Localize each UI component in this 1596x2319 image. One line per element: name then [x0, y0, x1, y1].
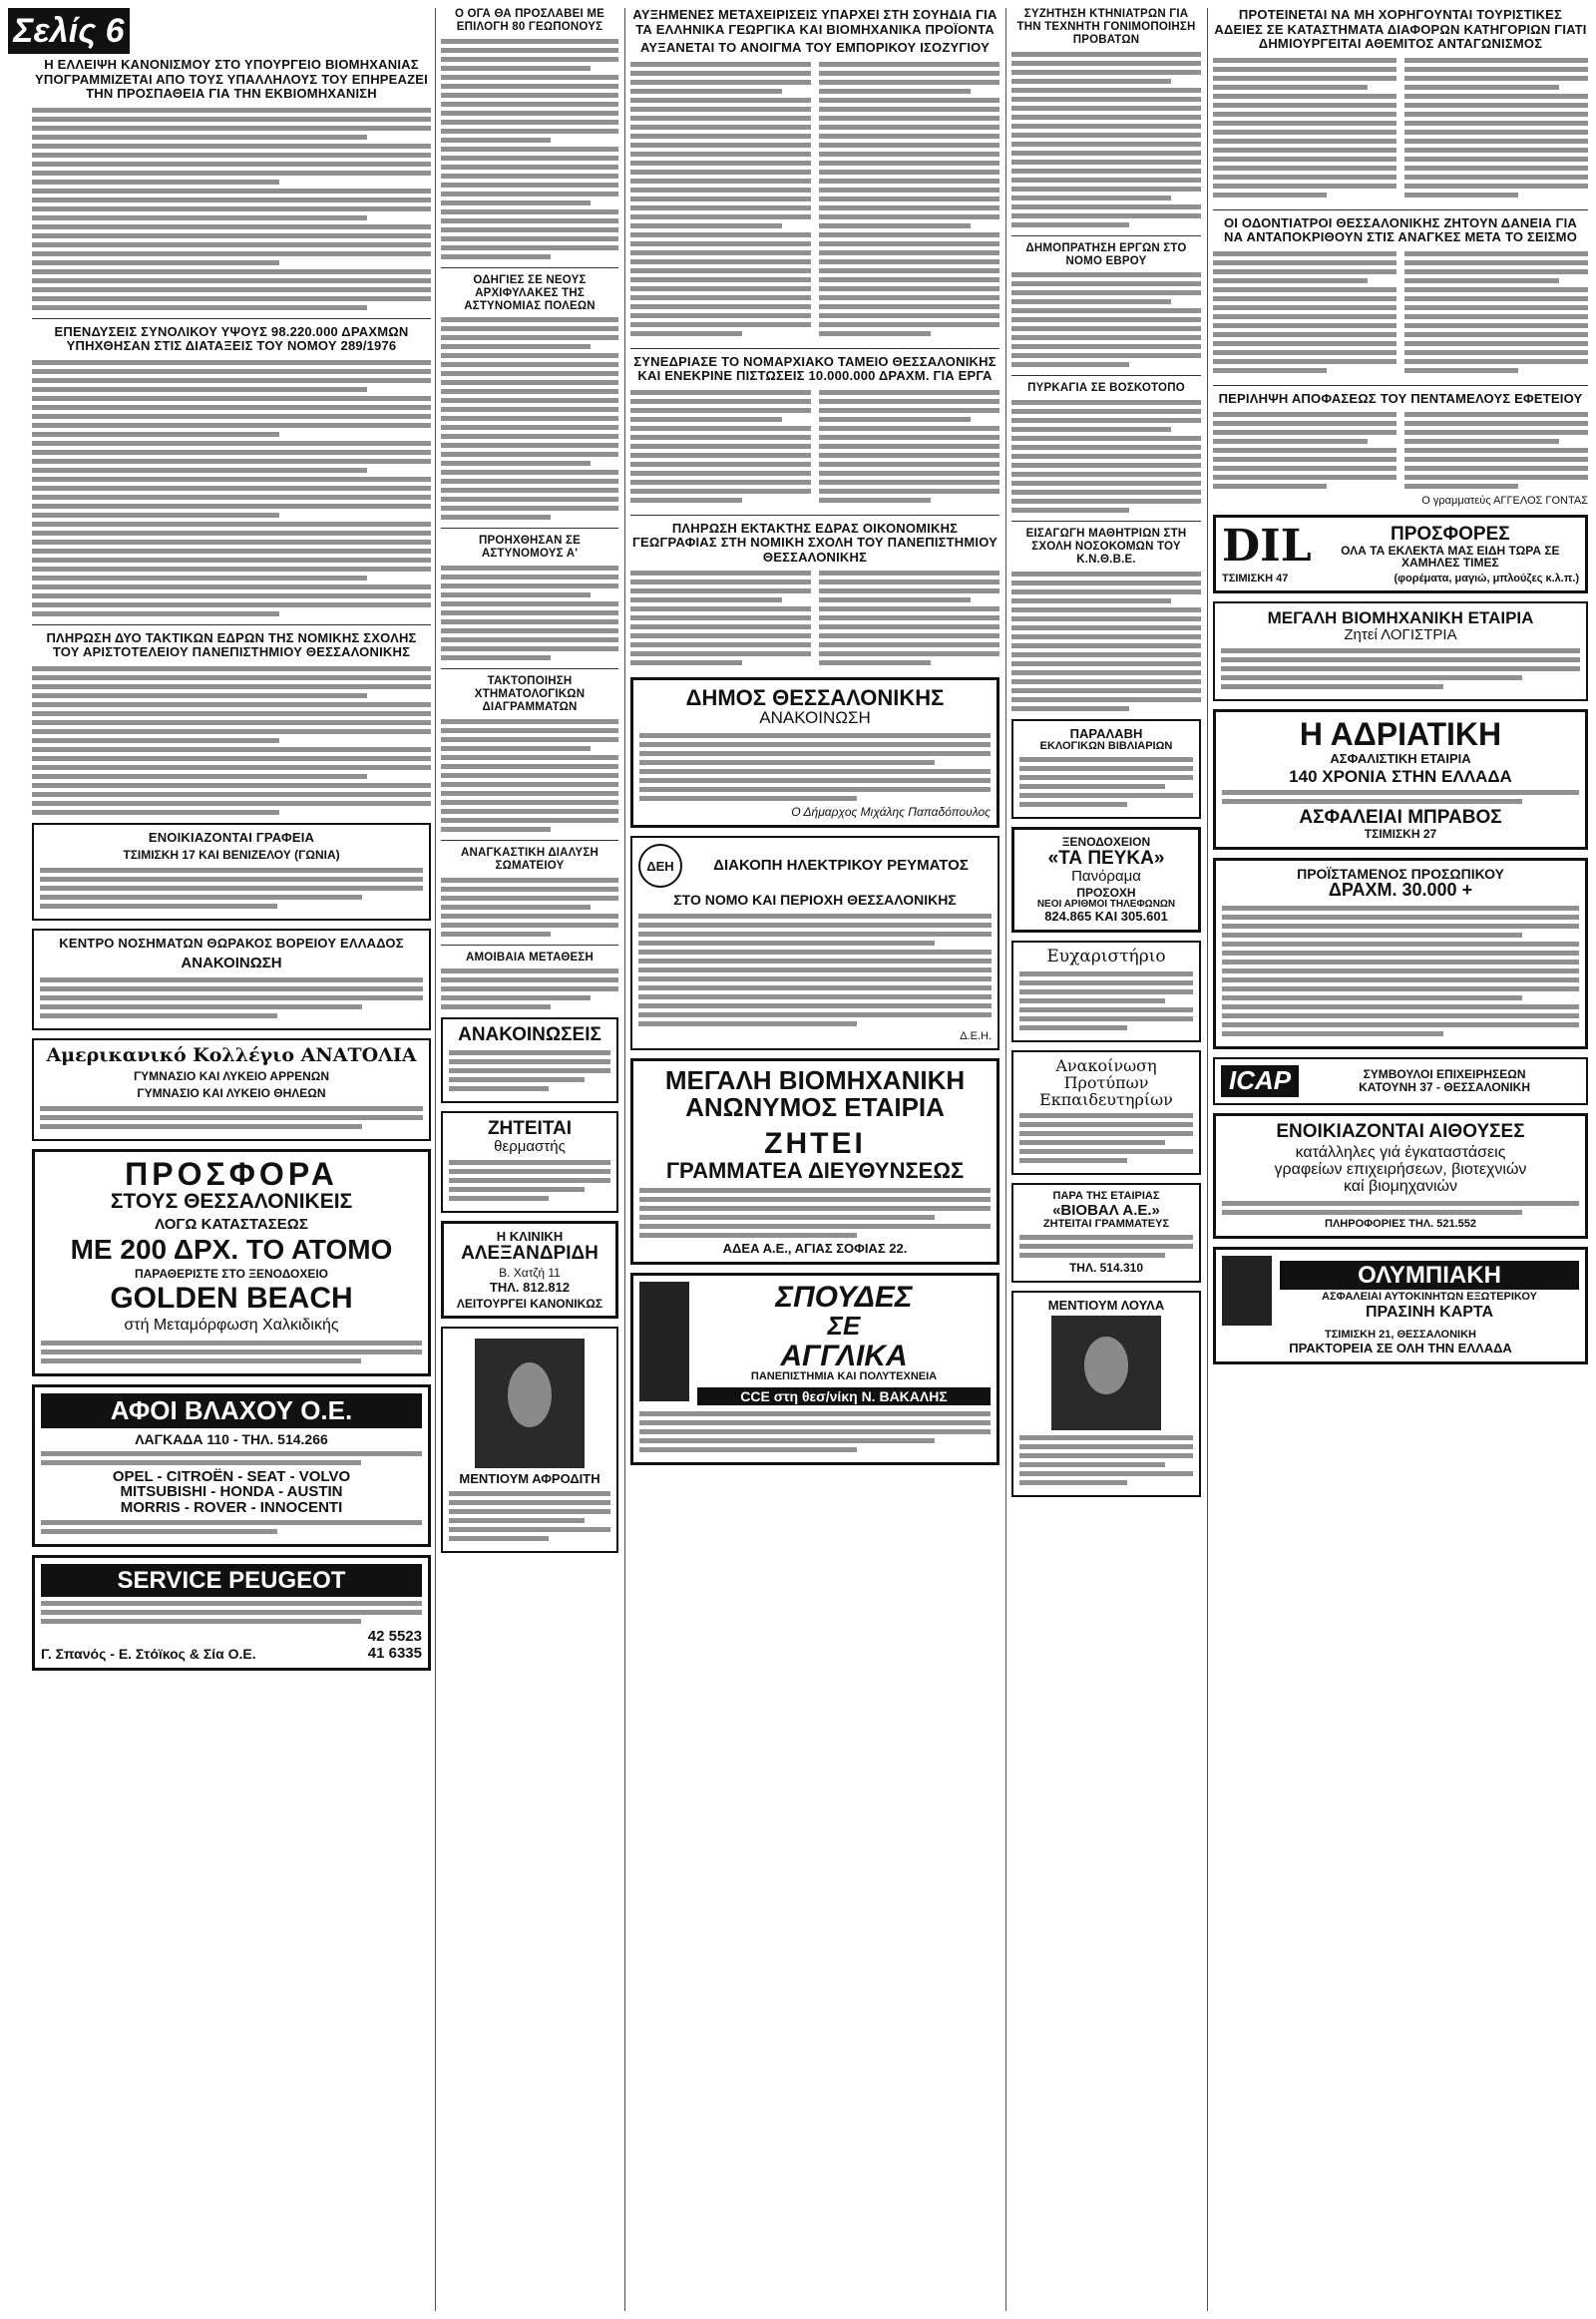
ad-line: ΣΕ	[827, 1311, 861, 1342]
headline: ΑΥΞΗΜΕΝΕΣ ΜΕΤΑΧΕΙΡΙΣΕΙΣ ΥΠΑΡΧΕΙ ΣΤΗ ΣΟΥΗΔΙΑ ΓΙΑ ΤΑ ΕΛΛΗΝΙΚΑ ΓΕΩΡΓΙΚΑ ΚΑΙ ΒΙΟΜΗΧΑΝΙΚΑ ΠΡΟΪΟΝΤΑ	[632, 7, 998, 37]
ad-line: ΣΤΟΥΣ ΘΕΣΣΑΛΟΝΙΚΕΙΣ	[110, 1190, 353, 1214]
article	[32, 631, 431, 815]
ad-line: ΟΛΑ ΤΑ ΕΚΛΕΚΤΑ ΜΑΣ ΕΙΔΗ ΤΩΡΑ ΣΕ ΧΑΜΗΛΕΣ ΤΙΜΕΣ	[1341, 543, 1560, 571]
ad-line: ΜΕΓΑΛΗ ΒΙΟΜΗΧΑΝΙΚΗ	[664, 1065, 966, 1095]
ad-title: ΑΦΟΙ ΒΛΑΧΟΥ Ο.Ε.	[41, 1393, 422, 1428]
ad-title: ΕΝΟΙΚΙΑΖΟΝΤΑΙ ΓΡΑΦΕΙΑ	[148, 829, 315, 845]
ad-loula	[1011, 1291, 1201, 1498]
ad-title: Ανακοίνωση Προτύπων Εκπαιδευτηρίων	[1039, 1055, 1173, 1109]
ad-line: ΠΑΡΑΘΕΡΙΣΤΕ ΣΤΟ ΞΕΝΟΔΟΧΕΙΟ	[134, 1266, 329, 1281]
article	[441, 274, 618, 521]
ad-brands: MITSUBISHI - HONDA - AUSTIN	[120, 1483, 343, 1501]
ad-title: «ΒΙΟΒΑΛ Α.Ε.»	[1052, 1201, 1160, 1219]
ad-title: ΔΗΜΟΣ ΘΕΣΣΑΛΟΝΙΚΗΣ	[685, 685, 945, 711]
ad-line: ΑΣΦΑΛΙΣΤΙΚΗ ΕΤΑΙΡΙΑ	[1330, 750, 1471, 766]
ad-phone: 41 6335	[367, 1644, 422, 1662]
dei-logo-icon: ΔΕΗ	[638, 844, 682, 888]
ad-footer: ΠΡΑΚΤΟΡΕΙΑ ΣΕ ΟΛΗ ΤΗΝ ΕΛΛΑΔΑ	[1289, 1340, 1512, 1355]
ad-title: ΚΕΝΤΡΟ ΝΟΣΗΜΑΤΩΝ ΘΩΡΑΚΟΣ ΒΟΡΕΙΟΥ ΕΛΛΑΔΟΣ	[59, 936, 404, 952]
ad-title: «ΤΑ ΠΕΥΚΑ»	[1047, 847, 1165, 869]
ad-line: καί βιομηχανιών	[1343, 1178, 1458, 1196]
ad-line: 140 ΧΡΟΝΙΑ ΣΤΗΝ ΕΛΛΑΔΑ	[1289, 767, 1512, 787]
headline: ΠΡΟΗΧΘΗΣΑΝ ΣΕ ΑΣΤΥΝΟΜΟΥΣ Α'	[478, 535, 582, 561]
ad-title: Η ΑΔΡΙΑΤΙΚΗ	[1299, 716, 1502, 753]
ad-brands: MORRIS - ROVER - INNOCENTI	[120, 1499, 343, 1517]
ad-line: ΓΥΜΝΑΣΙΟ ΚΑΙ ΛΥΚΕΙΟ ΘΗΛΕΩΝ	[137, 1085, 326, 1100]
ad-title: ΔΙΑΚΟΠΗ ΗΛΕΚΤΡΙΚΟΥ ΡΕΥΜΑΤΟΣ	[713, 857, 969, 875]
ad-thorax	[32, 929, 431, 1030]
ad-thermastis	[441, 1111, 618, 1213]
article	[1011, 382, 1201, 513]
discus-thrower-icon	[1222, 1256, 1272, 1326]
headline: ΕΠΕΝΔΥΣΕΙΣ ΣΥΝΟΛΙΚΟΥ ΥΨΟΥΣ 98.220.000 ΔΡΑΧΜΩΝ ΥΠΗΧΘΗΣΑΝ ΣΤΙΣ ΔΙΑΤΑΞΕΙΣ ΤΟΥ ΝΟΜΟΥ 289/1976	[54, 323, 409, 354]
section-badge: Σελίς 6	[8, 8, 130, 54]
article	[1213, 8, 1588, 201]
ad-line: ΠΑΡΑ ΤΗΣ ΕΤΑΙΡΙΑΣ	[1052, 1190, 1160, 1203]
ad-brands: OPEL - CITROËN - SEAT - VOLVO	[112, 1467, 351, 1485]
headline: ΠΛΗΡΩΣΗ ΕΚΤΑΚΤΗΣ ΕΔΡΑΣ ΟΙΚΟΝΟΜΙΚΗΣ ΓΕΩΓΡΑΦΙΑΣ ΣΤΗ ΝΟΜΙΚΗ ΣΧΟΛΗ ΤΟΥ ΠΑΝΕΠΙΣΤΗΜΙΟΥ ΘΕΣΣΑΛΟΝΙΚΗΣ	[631, 520, 998, 565]
ad-line: ΣΥΜΒΟΥΛΟΙ ΕΠΙΧΕΙΡΗΣΕΩΝ	[1363, 1067, 1526, 1082]
ad-title: ΠΡΟΪΣΤΑΜΕΝΟΣ ΠΡΟΣΩΠΙΚΟΥ	[1297, 865, 1504, 882]
article	[441, 847, 618, 937]
headline: ΟΙ ΟΔΟΝΤΙΑΤΡΟΙ ΘΕΣΣΑΛΟΝΙΚΗΣ ΖΗΤΟΥΝ ΔΑΝΕΙΑ ΓΙΑ ΝΑ ΑΝΤΑΠΟΚΡΙΘΟΥΝ ΣΤΙΣ ΑΝΑΓΚΕΣ ΜΕΤΑ ΤΟ ΣΕΙΣΜΟ	[1223, 214, 1578, 245]
ad-title: ΑΝΑΚΟΙΝΩΣΕΙΣ	[458, 1024, 601, 1046]
column-1	[32, 58, 431, 2311]
ad-accountant	[1213, 601, 1588, 701]
ad-subtitle: ΤΣΙΜΙΣΚΗ 17 ΚΑΙ ΒΕΝΙΖΕΛΟΥ (ΓΩΝΙΑ)	[123, 848, 340, 863]
ad-paralavi	[1011, 719, 1201, 819]
ad-title: ΜΕΓΑΛΗ ΒΙΟΜΗΧΑΝΙΚΗ ΕΤΑΙΡΙΑ	[1267, 608, 1534, 628]
ad-title: ΟΛΥΜΠΙΑΚΗ	[1280, 1261, 1579, 1290]
ad-subtitle: θερμαστής	[494, 1138, 566, 1156]
ad-line: (φορέματα, μαγιώ, μπλούζες κ.λ.π.)	[1394, 573, 1579, 585]
ad-line: Η ΚΛΙΝΙΚΗ	[496, 1229, 564, 1244]
ad-offices	[32, 823, 431, 922]
ad-address: ΑΔΕΑ Α.Ε., ΑΓΙΑΣ ΣΟΦΙΑΣ 22.	[722, 1241, 908, 1257]
ad-line: ΓΡΑΜΜΑΤΕΑ ΔΙΕΥΘΥΝΣΕΩΣ	[665, 1158, 965, 1184]
ad-company-secretary	[630, 1058, 999, 1265]
ad-subtitle: ΑΝΑΚΟΙΝΩΣΗ	[759, 708, 871, 728]
ad-golden-beach	[32, 1149, 431, 1376]
ad-title: Ευχαριστήριο	[1046, 947, 1166, 967]
ad-line: στή Μεταμόρφωση Χαλκιδικής	[124, 1316, 339, 1334]
ad-phone: ΤΗΛ. 812.812	[489, 1280, 571, 1296]
ad-line: ΚΑΤΟΥΝΗ 37 - ΘΕΣΣΑΛΟΝΙΚΗ	[1359, 1079, 1530, 1094]
headline: ΑΝΑΓΚΑΣΤΙΚΗ ΔΙΑΛΥΣΗ ΣΩΜΑΤΕΙΟΥ	[460, 846, 598, 872]
article	[630, 8, 999, 340]
ad-line: ΑΓΓΛΙΚΑ	[780, 1339, 908, 1372]
column-rule	[435, 8, 436, 2311]
headline: Η ΕΛΛΕΙΨΗ ΚΑΝΟΝΙΣΜΟΥ ΣΤΟ ΥΠΟΥΡΓΕΙΟ ΒΙΟΜΗΧΑΝΙΑΣ ΥΠΟΓΡΑΜΜΙΖΕΤΑΙ ΑΠΟ ΤΟΥΣ ΥΠΑΛΛΗΛΟΥΣ ΤΟΥ ΕΠΗΡΕΑΖΕΙ ΤΗΝ ΠΡΟΣΠΑΘΕΙΑ ΓΙΑ ΤΗΝ ΕΚΒΙΟΜΗΧΑΝΙΣΗ	[35, 57, 428, 102]
ad-title: SERVICE PEUGEOT	[41, 1564, 422, 1597]
headline: ΠΡΟΤΕΙΝΕΤΑΙ ΝΑ ΜΗ ΧΟΡΗΓΟΥΝΤΑΙ ΤΟΥΡΙΣΤΙΚΕΣ ΑΔΕΙΕΣ ΣΕ ΚΑΤΑΣΤΗΜΑΤΑ ΔΙΑΦΟΡΩΝ ΚΑΤΗΓΟΡΙΩΝ ΓΙΑΤΙ ΔΗΜΙΟΥΡΓΕΙΤΑΙ ΑΘΕΜΙΤΟΣ ΑΝΤΑΓΩΝΙΣΜΟΣ	[1214, 7, 1587, 52]
ad-line: ΝΕΟΙ ΑΡΙΘΜΟΙ ΤΗΛΕΦΩΝΩΝ	[1036, 898, 1176, 910]
ad-title: ΠΑΡΑΛΑΒΗ	[1069, 725, 1143, 741]
ad-anatolia	[32, 1038, 431, 1141]
ad-subtitle: ΑΝΑΚΟΙΝΩΣΗ	[181, 954, 282, 971]
ad-subtitle: ΕΚΛΟΓΙΚΩΝ ΒΙΒΛΙΑΡΙΩΝ	[1039, 739, 1173, 752]
ad-adriatiki	[1213, 709, 1588, 850]
ad-thanks	[1011, 941, 1201, 1042]
ad-subtitle: ΣΤΟ ΝΟΜΟ ΚΑΙ ΠΕΡΙΟΧΗ ΘΕΣΣΑΛΟΝΙΚΗΣ	[673, 892, 957, 909]
ad-dimos	[630, 677, 999, 828]
ad-clinic	[441, 1221, 618, 1319]
ad-dil	[1213, 515, 1588, 593]
column-3	[630, 8, 999, 2311]
headline: ΣΥΖΗΤΗΣΗ ΚΤΗΝΙΑΤΡΩΝ ΓΙΑ ΤΗΝ ΤΕΧΝΗΤΗ ΓΟΝΙΜΟΠΟΙΗΣΗ ΠΡΟΒΑΤΩΝ	[1016, 8, 1196, 46]
ad-address: ΤΣΙΜΙΣΚΗ 21, ΘΕΣΣΑΛΟΝΙΚΗ	[1324, 1329, 1476, 1342]
ad-line: ΑΣΦΑΛΕΙΑΙ ΜΠΡΑΒΟΣ	[1299, 807, 1502, 829]
ad-line: ΓΥΜΝΑΣΙΟ ΚΑΙ ΛΥΚΕΙΟ ΑΡΡΕΝΩΝ	[133, 1068, 330, 1083]
icap-logo: ICAP	[1221, 1065, 1299, 1096]
ad-olympiaki	[1213, 1247, 1588, 1363]
column-5	[1213, 8, 1588, 2311]
article	[1011, 8, 1201, 227]
ad-line: ΖΗΤΕΙΤΑΙ ΓΡΑΜΜΑΤΕΥΣ	[1042, 1217, 1170, 1230]
ad-line: ΑΝΩΝΥΜΟΣ ΕΤΑΙΡΙΑ	[685, 1092, 945, 1123]
ad-signature: Δ.Ε.Η.	[960, 1030, 992, 1042]
ad-title: ΖΗΤΕΙΤΑΙ	[487, 1118, 573, 1140]
big-ben-icon	[639, 1282, 689, 1401]
article	[1011, 242, 1201, 368]
ad-address: ΛΑΓΚΑΔΑ 110 - ΤΗΛ. 514.266	[135, 1430, 328, 1447]
article	[441, 8, 618, 259]
ad-phone: 824.865 ΚΑΙ 305.601	[1044, 909, 1168, 925]
ad-phone: ΤΗΛ. 514.310	[1068, 1261, 1144, 1276]
ad-line: Πανόραμα	[1071, 867, 1141, 885]
article	[32, 58, 431, 310]
ad-title: ΜΕΝΤΙΟΥΜ ΑΦΡΟΔΙΤΗ	[459, 1471, 600, 1487]
headline: Ο ΟΓΑ ΘΑ ΠΡΟΣΛΑΒΕΙ ΜΕ ΕΠΙΛΟΓΗ 80 ΓΕΩΠΟΝΟΥΣ	[455, 8, 604, 33]
ad-title: ΑΛΕΞΑΝΔΡΙΔΗ	[461, 1242, 598, 1264]
headline: ΣΥΝΕΔΡΙΑΣΕ ΤΟ ΝΟΜΑΡΧΙΑΚΟ ΤΑΜΕΙΟ ΘΕΣΣΑΛΟΝΙΚΗΣ ΚΑΙ ΕΝΕΚΡΙΝΕ ΠΙΣΤΩΣΕΙΣ 10.000.000 ΔΡΑΧΜ. ΓΙΑ ΕΡΓΑ	[633, 353, 997, 384]
ad-address: ΤΣΙΜΙΣΚΗ 27	[1364, 827, 1437, 842]
portrait-photo	[1051, 1316, 1161, 1430]
ad-subtitle: Ζητεί ΛΟΓΙΣΤΡΙΑ	[1344, 626, 1457, 644]
article	[1213, 392, 1588, 508]
ad-instructors	[1011, 1050, 1201, 1175]
ad-line: ΠΡΑΣΙΝΗ ΚΑΡΤΑ	[1365, 1304, 1494, 1322]
ad-english-studies	[630, 1273, 999, 1466]
article	[32, 325, 431, 616]
portrait-photo	[475, 1339, 585, 1468]
ad-title: ΠΡΟΣΦΟΡΕΣ	[1390, 523, 1510, 545]
column-4	[1011, 8, 1201, 2311]
headline: ΠΕΡΙΛΗΨΗ ΑΠΟΦΑΣΕΩΣ ΤΟΥ ΠΕΝΤΑΜΕΛΟΥΣ ΕΦΕΤΕΙΟΥ	[1218, 390, 1583, 406]
dil-logo: DIL	[1222, 521, 1312, 573]
ad-supervisor	[1213, 858, 1588, 1050]
article	[1011, 528, 1201, 711]
ad-notices	[441, 1017, 618, 1103]
article	[441, 675, 618, 832]
ad-footer: ΛΕΙΤΟΥΡΓΕΙ ΚΑΝΟΝΙΚΩΣ	[456, 1296, 603, 1311]
ad-title: ΠΡΟΣΦΟΡΑ	[125, 1155, 338, 1192]
ad-line: ΠΑΝΕΠΙΣΤΗΜΙΑ ΚΑΙ ΠΟΛΥΤΕΧΝΕΙΑ	[750, 1370, 938, 1383]
ad-line: ΖΗΤΕΙ	[764, 1126, 866, 1160]
ad-icap	[1213, 1057, 1588, 1104]
headline: ΟΔΗΓΙΕΣ ΣΕ ΝΕΟΥΣ ΑΡΧΙΦΥΛΑΚΕΣ ΤΗΣ ΑΣΤΥΝΟΜΙΑΣ ΠΟΛΕΩΝ	[464, 273, 596, 312]
article	[1213, 216, 1588, 377]
ad-dei	[630, 836, 999, 1050]
ad-halls	[1213, 1113, 1588, 1240]
ad-title: Αμερικανικό Κολλέγιο ΑΝΑΤΟΛΙΑ	[46, 1043, 417, 1066]
ad-line: ΑΣΦΑΛΕΙΑΙ ΑΥΤΟΚΙΝΗΤΩΝ ΕΞΩΤΕΡΙΚΟΥ	[1322, 1290, 1537, 1303]
headline-secondary: ΑΥΞΑΝΕΤΑΙ ΤΟ ΑΝΟΙΓΜΑ ΤΟΥ ΕΜΠΟΡΙΚΟΥ ΙΣΟΖΥΓΙΟΥ	[640, 40, 990, 56]
headline: ΕΙΣΑΓΩΓΗ ΜΑΘΗΤΡΙΩΝ ΣΤΗ ΣΧΟΛΗ ΝΟΣΟΚΟΜΩΝ ΤΟΥ Κ.Ν.Θ.Β.Ε.	[1025, 528, 1187, 566]
ad-line: κατάλληλες γιά έγκαταστάσεις	[1295, 1144, 1506, 1162]
signature: Ο γραμματεύς ΑΓΓΕΛΟΣ ΓΟΝΤΑΣ	[1421, 495, 1588, 508]
ad-hotel-name: GOLDEN BEACH	[110, 1282, 353, 1316]
ad-phone: ΠΛΗΡΟΦΟΡΙΕΣ ΤΗΛ. 521.552	[1325, 1217, 1476, 1230]
ad-signature: Ο Δήμαρχος Μιχάλης Παπαδόπουλος	[791, 805, 991, 820]
ad-title: ΜΕΝΤΙΟΥΜ ΛΟΥΛΑ	[1047, 1297, 1165, 1313]
ad-title: ΕΝΟΙΚΙΑΖΟΝΤΑΙ ΑΙΘΟΥΣΕΣ	[1276, 1120, 1525, 1142]
headline: ΠΥΡΚΑΓΙΑ ΣΕ ΒΟΣΚΟΤΟΠΟ	[1027, 382, 1185, 395]
ad-salary: ΔΡΑΧΜ. 30.000 +	[1328, 880, 1473, 901]
ad-price: ΜΕ 200 ΔΡΧ. ΤΟ ΑΤΟΜΟ	[70, 1234, 393, 1266]
article	[441, 952, 618, 1010]
column-rule	[624, 8, 625, 2311]
ad-vioval	[1011, 1183, 1201, 1282]
ad-line: ΣΠΟΥΔΕΣ	[775, 1280, 913, 1314]
column-rule	[1207, 8, 1208, 2311]
column-rule	[1005, 8, 1006, 2311]
article	[630, 522, 999, 670]
column-2	[441, 8, 618, 2311]
ad-phone: 42 5523	[367, 1627, 422, 1645]
ad-line: ΛΟΓΩ ΚΑΤΑΣΤΑΣΕΩΣ	[155, 1215, 308, 1233]
ad-line: ΞΕΝΟΔΟΧΕΙΟΝ	[1061, 835, 1151, 850]
ad-footer: Γ. Σπανός - Ε. Στόϊκος & Σία Ο.Ε.	[41, 1645, 256, 1662]
article	[630, 355, 999, 507]
headline: ΑΜΟΙΒΑΙΑ ΜΕΤΑΘΕΣΗ	[466, 951, 594, 964]
ad-address: Β. Χατζή 11	[499, 1265, 561, 1280]
ad-pefka	[1011, 827, 1201, 933]
ad-afroditi	[441, 1327, 618, 1553]
ad-peugeot	[32, 1555, 431, 1671]
headline: ΔΗΜΟΠΡΑΤΗΣΗ ΕΡΓΩΝ ΣΤΟ ΝΟΜΟ ΕΒΡΟΥ	[1025, 241, 1187, 267]
article	[441, 535, 618, 660]
headline: ΠΛΗΡΩΣΗ ΔΥΟ ΤΑΚΤΙΚΩΝ ΕΔΡΩΝ ΤΗΣ ΝΟΜΙΚΗΣ ΣΧΟΛΗΣ ΤΟΥ ΑΡΙΣΤΟΤΕΛΕΙΟΥ ΠΑΝΕΠΙΣΤΗΜΙΟΥ ΘΕΣΣΑΛΟΝΙΚΗΣ	[46, 629, 417, 660]
ad-line: γραφείων επιχειρήσεων, βιοτεχνιών	[1274, 1161, 1527, 1179]
headline: ΤΑΚΤΟΠΟΙΗΣΗ ΧΤΗΜΑΤΟΛΟΓΙΚΩΝ ΔΙΑΓΡΑΜΜΑΤΩΝ	[474, 675, 586, 713]
ad-line: ΠΡΟΣΟΧΗ	[1076, 886, 1136, 901]
ad-vlachou	[32, 1384, 431, 1547]
ad-address: ΤΣΙΜΙΣΚΗ 47	[1222, 573, 1289, 585]
ad-line: CCE στη θεσ/νίκη Ν. ΒΑΚΑΛΗΣ	[697, 1387, 991, 1406]
